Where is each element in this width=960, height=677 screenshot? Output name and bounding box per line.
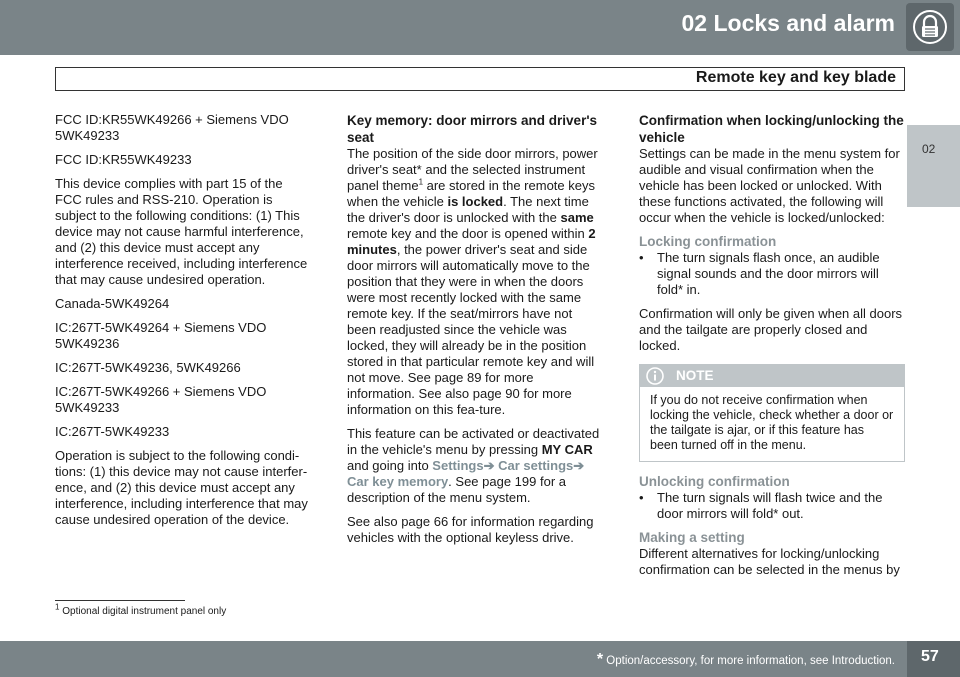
paragraph: IC:267T-5WK49236, 5WK49266: [55, 360, 241, 375]
footnote-divider: [55, 600, 185, 601]
note-text: If you do not receive confirmation when locking the vehicle, check whether a door or the tailgate is ajar, or if this feature has been turned off in the menu.: [650, 393, 894, 452]
unlocking-confirmation-heading: Unlocking confirmation: [639, 474, 790, 489]
paragraph: Different alternatives for locking/unlocking confirmation can be selected in the menus by: [639, 546, 900, 577]
paragraph: IC:267T-5WK49264 + Siemens VDO 5WK49236: [55, 320, 267, 351]
page-number-box: [907, 641, 960, 677]
bullet-icon: •: [639, 490, 644, 505]
paragraph: FCC ID:KR55WK49233: [55, 152, 192, 167]
key-memory-paragraph: The position of the side door mirrors, power driver's seat* and the selected instrument panel theme$^1$ are stored in the remote keys when the vehicle is locked. The next time the driver's door is unlocked with the same remote key and the door is opened within 2 minutes, the power driver's seat and side door mirrors will automatically move to the position that they were in when the doors were most recently locked with the same remote key. If the seat/mirrors have not been readjusted since the vehicle was locked, they will already be in the position stored in that particular remote key and will not move. See page 89 for more information. See also page 90 for more information on this fea-ture.: [347, 146, 598, 417]
chapter-header: [0, 0, 960, 55]
confirmation-heading: Confirmation when locking/unlocking the vehicle: [639, 113, 904, 145]
lock-icon: [912, 9, 948, 45]
menu-paragraph: This feature can be activated or deactivated in the vehicle's menu by pressing MY CAR and going into Settings➔ Car settings➔ Car key memory. See page 199 for a description of the menu system.: [347, 426, 600, 505]
chapter-side-tab: [907, 125, 960, 207]
bullet-icon: •: [639, 250, 644, 265]
column-confirmation: [639, 112, 905, 586]
list-item: • The turn signals will flash twice and the door mirrors will fold* out.: [639, 490, 883, 521]
arrow-right-icon: ➔: [483, 458, 495, 473]
chapter-title: 02 Locks and alarm: [681, 10, 895, 36]
car-settings-link: Car settings: [498, 458, 574, 473]
list-item: • The turn signals flash once, an audible signal sounds and the door mirrors will fold* in.: [639, 250, 880, 297]
locking-confirmation-heading: Locking confirmation: [639, 234, 777, 249]
footnote-ref: 1: [418, 177, 424, 187]
paragraph: See also page 66 for information regarding vehicles with the optional keyless drive.: [347, 514, 594, 545]
car-key-memory-link: Car key memory: [347, 474, 449, 489]
paragraph: FCC ID:KR55WK49266 + Siemens VDO 5WK49233: [55, 112, 289, 143]
paragraph: Operation is subject to the following condi-tions: (1) this device may not cause interfer-ence, and (2) this device must accept any interference, including interference that may cause undesired operation of the device.: [55, 448, 308, 527]
key-memory-heading: Key memory: door mirrors and driver's seat: [347, 113, 598, 145]
column-key-memory: [347, 112, 604, 554]
note-header: [640, 365, 904, 387]
arrow-right-icon: ➔: [573, 458, 585, 473]
section-subtitle-box: [55, 67, 905, 91]
note-box: [639, 364, 905, 462]
side-tab-label: 02: [922, 142, 936, 156]
page-number: 57: [921, 648, 939, 665]
making-setting-heading: Making a setting: [639, 530, 745, 545]
info-icon: [646, 367, 664, 385]
lock-icon-box: [906, 3, 954, 51]
footer-note: * Option/accessory, for more information, see Introduction.: [596, 651, 895, 668]
section-subtitle: Remote key and key blade: [695, 69, 896, 86]
paragraph: IC:267T-5WK49233: [55, 424, 170, 439]
page-footer: [0, 641, 907, 677]
footnote: $^1$ Optional digital instrument panel only: [55, 602, 227, 617]
paragraph: Canada-5WK49264: [55, 296, 170, 311]
settings-link: Settings: [432, 458, 484, 473]
paragraph: Settings can be made in the menu system for audible and visual confirmation when the vehicle has been locked or unlocked. With these functions activated, the following will occur when the vehicle is locked/unlocked:: [639, 146, 900, 225]
paragraph: Confirmation will only be given when all doors and the tailgate are properly closed and locked.: [639, 306, 903, 353]
note-label: NOTE: [676, 368, 714, 383]
paragraph: IC:267T-5WK49266 + Siemens VDO 5WK49233: [55, 384, 267, 415]
paragraph: This device complies with part 15 of the FCC rules and RSS-210. Operation is subject to the following conditions: (1) This device may not cause harmful interference, and (2) this device must accept any interference received, including interference that may cause undesired operation.: [55, 176, 308, 287]
column-fcc-ids: [55, 112, 312, 536]
